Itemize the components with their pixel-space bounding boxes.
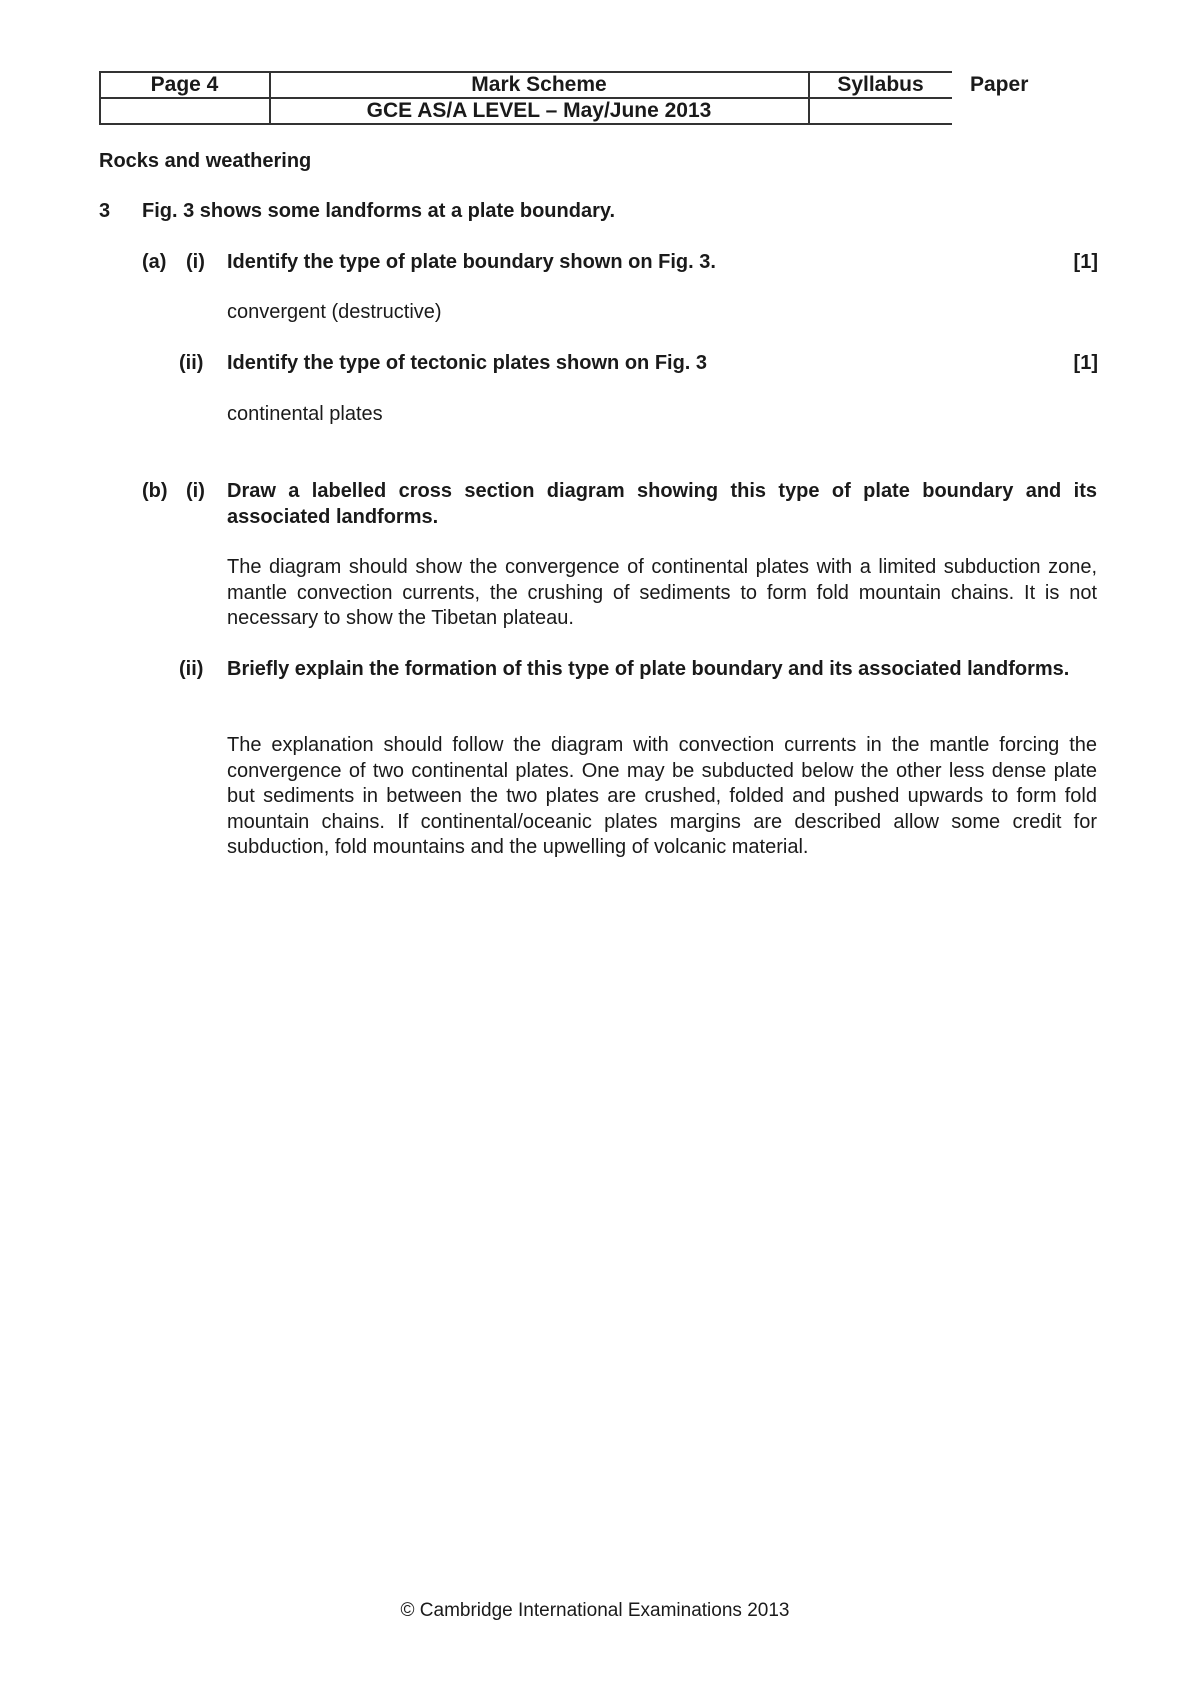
header-page: Page 4: [150, 73, 219, 96]
part-b-label: (b): [142, 480, 168, 502]
part-a-ii-label: (ii): [179, 352, 204, 374]
footer-copyright: © Cambridge International Examinations 2013: [400, 1600, 790, 1621]
header-syllabus: Syllabus: [837, 73, 924, 96]
part-b-ii-label: (ii): [179, 658, 204, 680]
section-title: Rocks and weathering: [99, 150, 312, 172]
part-b-i-answer: The diagram should show the convergence of continental plates with a limited subduction zone, mantle convection currents, the crushing of sediments to form fold mountain chains. It is not necessary to show the Tibetan plateau.: [227, 556, 1097, 629]
part-b-ii-prompt: Briefly explain the formation of this type of plate boundary and its associated landforms.: [227, 658, 1070, 680]
part-a-ii-marks: [1]: [1073, 352, 1098, 374]
header-mark-scheme: Mark Scheme: [471, 73, 607, 96]
question-stem: Fig. 3 shows some landforms at a plate boundary.: [142, 200, 616, 222]
part-a-i-marks: [1]: [1073, 251, 1098, 273]
part-b-i-prompt: Draw a labelled cross section diagram showing this type of plate boundary and its associated landforms.: [227, 480, 1097, 528]
question-number: 3: [99, 200, 111, 222]
part-a-ii-answer: continental plates: [227, 403, 383, 425]
part-a-i-prompt: Identify the type of plate boundary shown on Fig. 3.: [227, 251, 716, 273]
part-b-i-label: (i): [186, 480, 205, 502]
part-b-ii-answer: The explanation should follow the diagram with convection currents in the mantle forcing the convergence of two continental plates. One may be subducted below the other less dense plate but sediments in between the two plates are crushed, folded and pushed upwards to form fold mountain chains. If continental/oceanic plates margins are described allow some credit for subduction, fold mountains and the upwelling of volcanic material.: [227, 734, 1097, 858]
part-a-i-label: (i): [186, 251, 205, 273]
part-a-ii-prompt: Identify the type of tectonic plates shown on Fig. 3: [227, 352, 708, 374]
header-exam: GCE AS/A LEVEL – May/June 2013: [366, 99, 712, 122]
header-paper: Paper: [970, 73, 1029, 96]
part-a-i-answer: convergent (destructive): [227, 301, 442, 323]
part-a-label: (a): [142, 251, 167, 273]
